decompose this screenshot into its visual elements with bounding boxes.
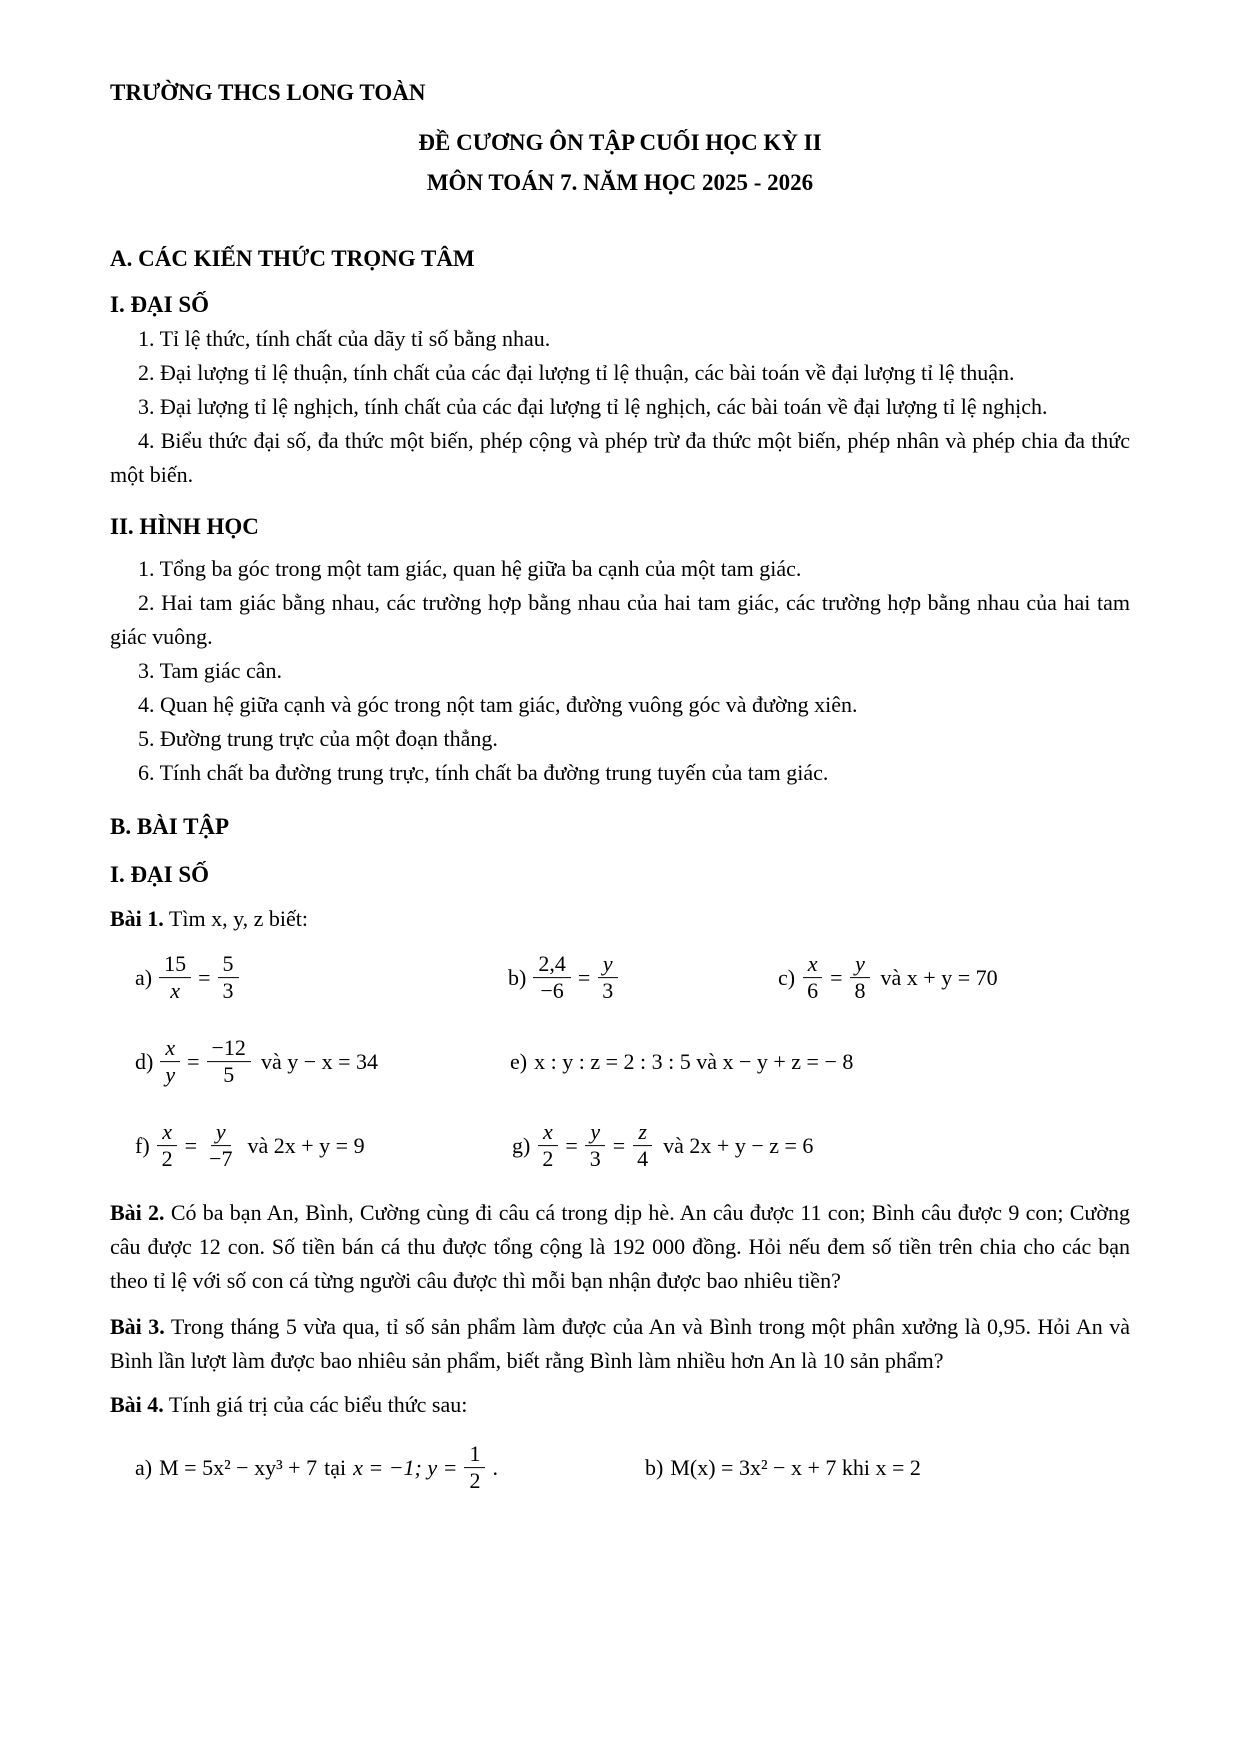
problem-2-text: Có ba bạn An, Bình, Cường cùng đi câu cá trong dịp hè. An câu được 11 con; Bình câu được 9 con; Cường câu được 12 con. Số tiền bán cá thu được tổng cộng là 192 000 đồng. Hỏi nếu đem số tiền trên chia cho các bạn theo tỉ lệ với số con cá từng người câu được thì mỗi bạn nhận được bao nhiêu tiền? xyxy=(110,1200,1130,1293)
expression-4a-formula: M = 5x² − xy³ + 7 xyxy=(159,1455,318,1480)
equals-sign: = xyxy=(577,965,591,990)
equation-1c-condition: và x + y = 70 xyxy=(880,965,998,990)
expression-4a-values: x = −1; y = xyxy=(353,1455,458,1480)
geometry-topic-3: 3. Tam giác cân. xyxy=(138,658,283,683)
equation-1d-label: d) xyxy=(135,1049,154,1074)
geometry-topic-1: 1. Tổng ba góc trong một tam giác, quan hệ giữa ba cạnh của một tam giác. xyxy=(138,556,802,581)
problem-2 xyxy=(110,1196,1130,1298)
equation-1b-label: b) xyxy=(508,965,527,990)
expression-4a-label: a) xyxy=(135,1455,153,1480)
equation-1a xyxy=(135,951,239,1005)
equals-sign: = xyxy=(565,1133,578,1158)
problem-1-row-2 xyxy=(110,1020,1130,1104)
section-a-geometry-heading: II. HÌNH HỌC xyxy=(110,514,259,539)
section-a-heading: A. CÁC KIẾN THỨC TRỌNG TÂM xyxy=(110,246,475,271)
fraction: $\frac{y}{-7}$ xyxy=(209,1119,233,1172)
problem-3-label: Bài 3. xyxy=(110,1314,165,1339)
equation-1g xyxy=(512,1119,813,1173)
problem-3 xyxy=(110,1310,1130,1378)
fraction: $\frac{x}{2}$ xyxy=(537,1119,558,1173)
equation-1c xyxy=(778,951,998,1005)
problem-4 xyxy=(110,1388,1130,1422)
algebra-topic-1: 1. Tỉ lệ thức, tính chất của dãy tỉ số bằng nhau. xyxy=(138,326,551,351)
geometry-topic-2: 2. Hai tam giác bằng nhau, các trường hợp bằng nhau của hai tam giác, các trường hợp bằng nhau của hai tam giác vuông. xyxy=(110,590,1130,649)
equals-sign: = xyxy=(830,965,843,990)
section-a-algebra-heading: I. ĐẠI SỐ xyxy=(110,292,210,317)
equation-1g-condition: và 2x + y − z = 6 xyxy=(663,1133,814,1158)
problem-4-intro: Tính giá trị của các biểu thức sau: xyxy=(163,1392,468,1417)
equation-1b xyxy=(508,951,618,1005)
equation-1f xyxy=(135,1119,365,1173)
problem-1 xyxy=(110,902,1130,936)
algebra-topic-2: 2. Đại lượng tỉ lệ thuận, tính chất của các đại lượng tỉ lệ thuận, các bài toán về đại lượng tỉ lệ thuận. xyxy=(138,360,1015,385)
expression-4a-period: . xyxy=(492,1455,498,1480)
fraction: $\frac{15}{x}$ xyxy=(159,951,191,1005)
fraction: $\frac{2,4}{-6}$ xyxy=(533,951,571,1005)
geometry-topic-5: 5. Đường trung trực của một đoạn thẳng. xyxy=(138,726,498,751)
fraction: $\frac{x}{y}$ xyxy=(160,1035,180,1089)
equation-1f-condition: và 2x + y = 9 xyxy=(247,1133,365,1158)
problem-1-label: Bài 1. xyxy=(110,906,164,931)
problem-4-label: Bài 4. xyxy=(110,1392,164,1417)
expression-4a xyxy=(135,1441,498,1495)
document-title: ĐỀ CƯƠNG ÔN TẬP CUỐI HỌC KỲ II xyxy=(418,130,822,155)
fraction: $\frac{y}{8}$ xyxy=(850,951,871,1005)
algebra-topic-3: 3. Đại lượng tỉ lệ nghịch, tính chất của các đại lượng tỉ lệ nghịch, các bài toán về đại lượng tỉ lệ nghịch. xyxy=(138,394,1048,419)
problem-4-row xyxy=(110,1422,1130,1514)
fraction: $\frac{5}{3}$ xyxy=(218,951,239,1005)
equation-1d xyxy=(135,1035,378,1089)
equals-sign: = xyxy=(612,1133,626,1158)
fraction: $\frac{x}{2}$ xyxy=(157,1119,178,1173)
fraction: $\frac{z}{4}$ xyxy=(632,1119,653,1173)
problem-2-label: Bài 2. xyxy=(110,1200,165,1225)
equation-1d-condition: và y − x = 34 xyxy=(260,1049,379,1074)
fraction: $\frac{y}{3}$ xyxy=(585,1119,606,1173)
fraction: $\frac{-12}{5}$ xyxy=(207,1035,251,1089)
equation-1e xyxy=(510,1045,853,1079)
equation-1a-label: a) xyxy=(135,965,153,990)
problem-1-row-3 xyxy=(110,1104,1130,1188)
equation-1c-label: c) xyxy=(778,965,796,990)
school-name: TRƯỜNG THCS LONG TOÀN xyxy=(110,80,426,105)
fraction: $\frac{y}{3}$ xyxy=(597,951,618,1005)
equals-sign: = xyxy=(198,965,211,990)
equals-sign: = xyxy=(187,1049,200,1074)
equation-1f-label: f) xyxy=(135,1133,150,1158)
problem-1-row-1 xyxy=(110,936,1130,1020)
document-subtitle: MÔN TOÁN 7. NĂM HỌC 2025 - 2026 xyxy=(426,170,814,195)
equation-1g-label: g) xyxy=(512,1133,531,1158)
geometry-topic-6: 6. Tính chất ba đường trung trực, tính chất ba đường trung tuyến của tam giác. xyxy=(138,760,829,785)
equals-sign: = xyxy=(184,1133,198,1158)
expression-4a-at: tại xyxy=(324,1455,347,1480)
fraction: $\frac{x}{6}$ xyxy=(802,951,823,1005)
equation-1e-text: x : y : z = 2 : 3 : 5 và x − y + z = − 8 xyxy=(534,1049,854,1074)
geometry-topic-4: 4. Quan hệ giữa cạnh và góc trong nột tam giác, đường vuông góc và đường xiên. xyxy=(138,692,858,717)
expression-4b xyxy=(645,1451,921,1485)
equation-1e-label: e) xyxy=(510,1049,528,1074)
problem-1-intro: Tìm x, y, z biết: xyxy=(168,906,309,931)
fraction: $\frac{1}{2}$ xyxy=(464,1441,485,1495)
expression-4b-label: b) xyxy=(645,1455,664,1480)
section-b-algebra-heading: I. ĐẠI SỐ xyxy=(110,862,210,887)
algebra-topic-4: 4. Biểu thức đại số, đa thức một biến, phép cộng và phép trừ đa thức một biến, phép nhân và phép chia đa thức một biến. xyxy=(110,428,1130,487)
expression-4b-text: M(x) = 3x² − x + 7 khi x = 2 xyxy=(670,1455,921,1480)
section-b-heading: B. BÀI TẬP xyxy=(110,814,230,839)
problem-3-text: Trong tháng 5 vừa qua, tỉ số sản phẩm làm được của An và Bình trong một phân xưởng là 0,95. Hỏi An và Bình lần lượt làm được bao nhiêu sản phẩm, biết rằng Bình làm nhiều hơn An là 10 sản phẩm? xyxy=(110,1314,1130,1373)
